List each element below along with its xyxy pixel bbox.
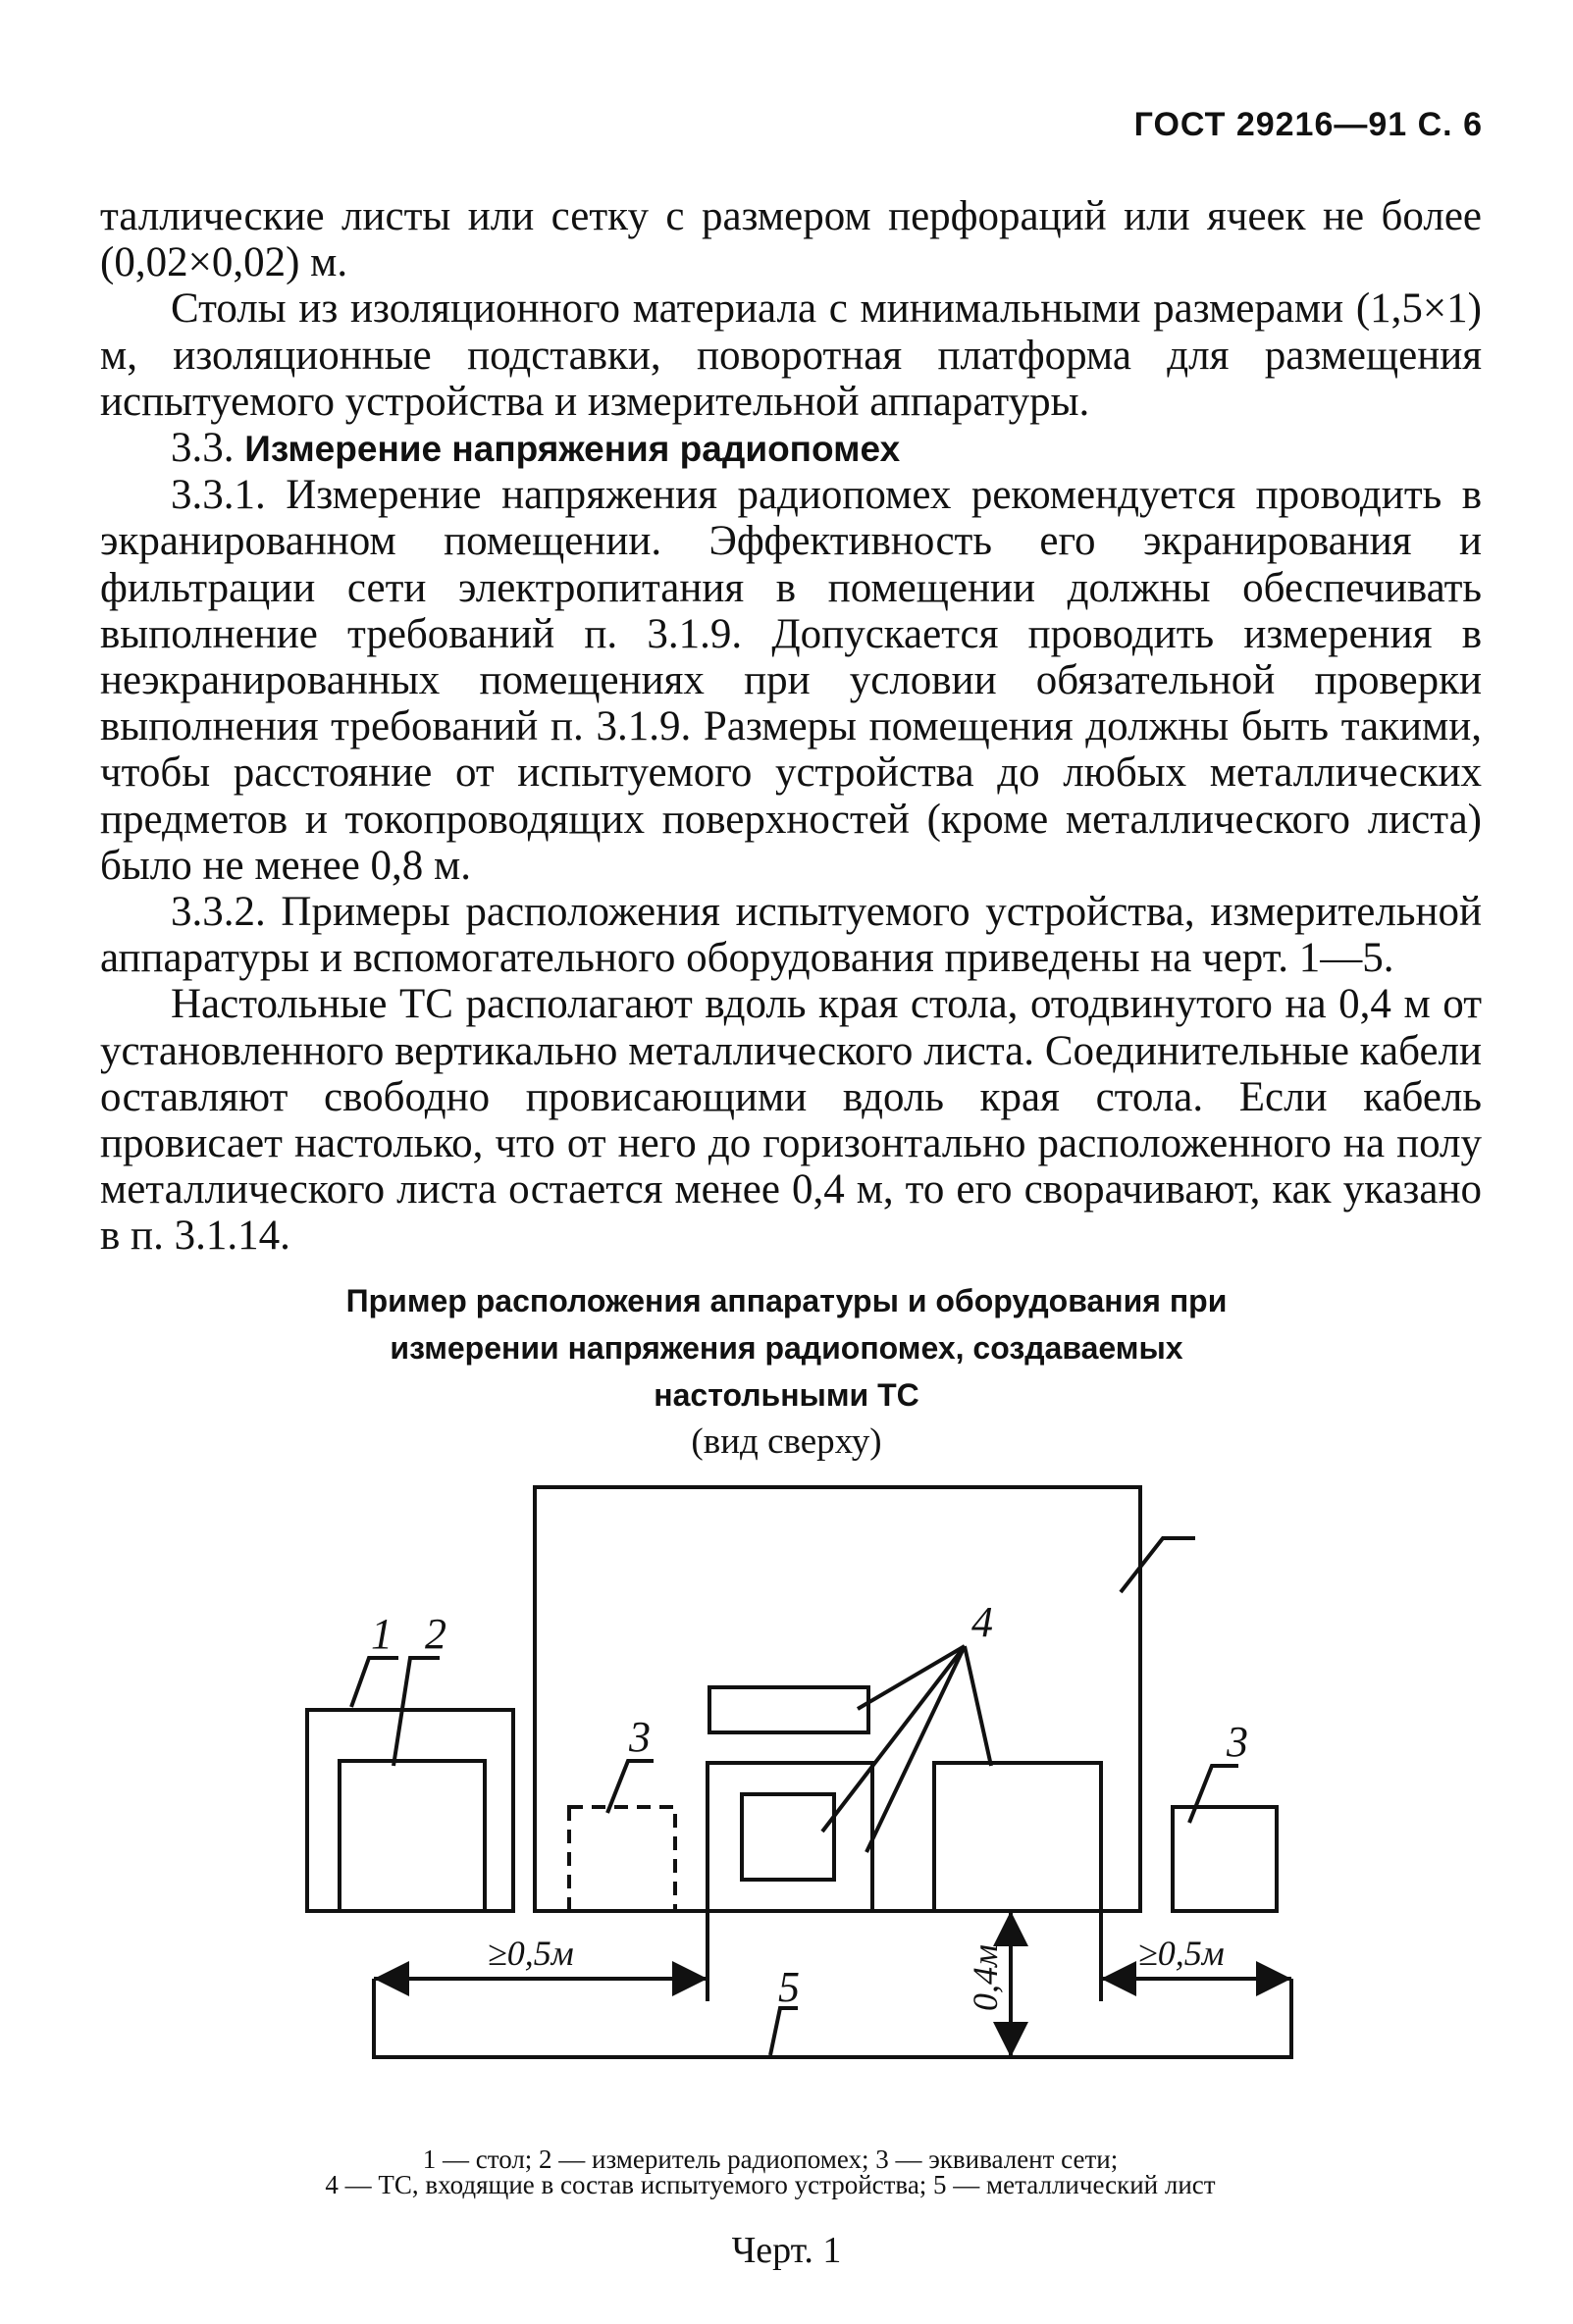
caption-line-2: измерении напряжения радиопомех, создаваемых	[390, 1330, 1183, 1366]
equiv-left-dashed	[569, 1807, 675, 1911]
legend-line-2: 4 — ТС, входящие в состав испытуемого устройства; 5 — металлический лист	[325, 2170, 1216, 2199]
meter-rect	[340, 1761, 485, 1911]
device-left-inner	[742, 1794, 834, 1880]
leader-1	[351, 1658, 398, 1707]
section-title: Измерение напряжения радиопомех	[244, 429, 901, 470]
paragraph-2: Столы из изоляционного материала с минимальными размерами (1,5×1) м, изоляционные подставки, поворотная платформа для размещения испытуемого устройства и измерительной аппаратуры.	[100, 285, 1482, 425]
label-3-left: 3	[629, 1713, 651, 1761]
page-header: ГОСТ 29216—91 С. 6	[1133, 106, 1483, 143]
paragraph-4: 3.3.2. Примеры расположения испытуемого устройства, измерительной аппаратуры и вспомогательного оборудования приведены на черт. 1—5.	[100, 889, 1482, 982]
equiv-right	[1173, 1807, 1277, 1911]
table-rect	[535, 1487, 1140, 1911]
device-top	[709, 1687, 868, 1732]
label-3-right: 3	[1227, 1718, 1248, 1766]
paragraph-1: таллические листы или сетку с размером перфораций или ячеек не более (0,02×0,02) м.	[100, 193, 1482, 286]
leader-3-right	[1189, 1766, 1238, 1823]
label-1: 1	[371, 1610, 393, 1658]
label-dim-right: ≥0,5м	[1138, 1934, 1225, 1973]
leader-1-big	[1121, 1538, 1195, 1592]
caption-view: (вид сверху)	[691, 1421, 882, 1462]
paragraph-3: 3.3.1. Измерение напряжения радиопомех рекомендуется проводить в экранированном помещении. Эффективность его экранирования и фильтрации сети электропитания в помещении должны обеспечивать выполнение требований п. 3.1.9. Допускается проводить измерения в неэкранированных помещениях при условии обязательной проверки выполнения требований п. 3.1.9. Размеры помещения должны быть такими, чтобы расстояние от испытуемого устройства до любых металлических предметов и токопроводящих поверхностей (кроме металлического листа) было не менее 0,8 м.	[100, 472, 1482, 889]
label-4: 4	[971, 1598, 993, 1646]
legend-line-1: 1 — стол; 2 — измеритель радиопомех; 3 — эквивалент сети;	[422, 2144, 1119, 2174]
label-dim-vertical: 0,4м	[966, 1944, 1005, 2011]
caption-line-3: настольными ТС	[654, 1377, 919, 1413]
device-right	[934, 1763, 1101, 1911]
paragraph-5: Настольные ТС располагают вдоль края стола, отодвинутого на 0,4 м от установленного вертикально металлического листа. Соединительные кабели оставляют свободно провисающими вдоль края стола. Если кабель провисает настолько, что от него до горизонтально расположенного на полу металлического листа остается менее 0,4 м, то его сворачивают, как указано в п. 3.1.14.	[100, 981, 1482, 1260]
leader-5	[770, 2008, 798, 2055]
leader-4b	[822, 1646, 965, 1832]
label-dim-left: ≥0,5м	[488, 1934, 574, 1973]
label-2: 2	[425, 1610, 446, 1658]
leader-4d	[965, 1646, 991, 1766]
figure-number: Черт. 1	[731, 2230, 842, 2271]
figure-legend	[280, 2146, 1261, 2197]
device-left-outer	[708, 1763, 872, 1911]
label-5: 5	[778, 1963, 800, 2011]
section-number: 3.3.	[171, 425, 235, 472]
sheet-outline	[374, 1979, 1291, 2057]
caption-line-1: Пример расположения аппаратуры и оборудования при	[345, 1283, 1228, 1318]
